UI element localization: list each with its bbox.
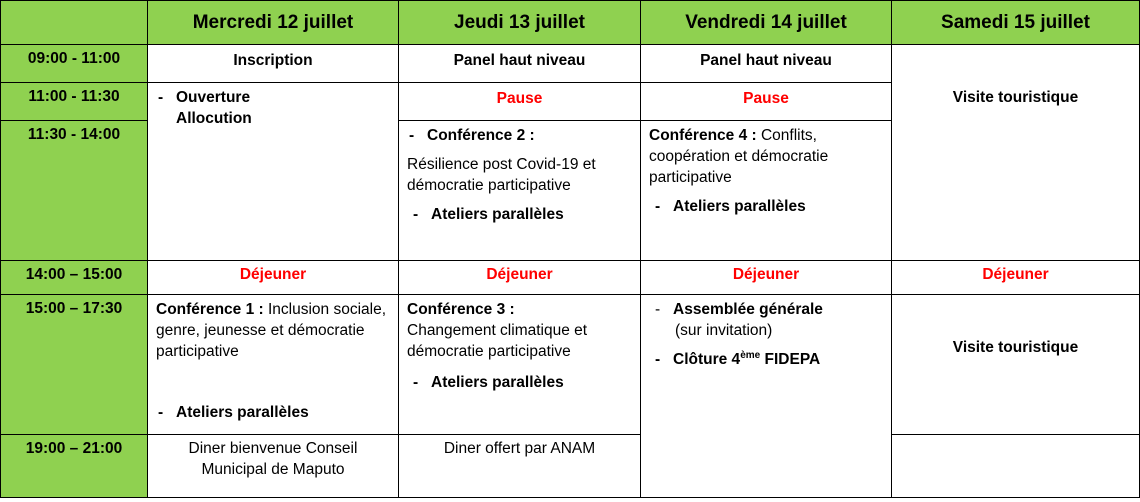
tour-label: Visite touristique	[952, 89, 1079, 106]
wed-opening	[147, 82, 399, 261]
thu-lunch	[398, 260, 641, 295]
list-item: - Clôture 4ème FIDEPA	[655, 350, 821, 368]
conference-1-title: Conférence 1 :	[156, 301, 264, 318]
header-thursday: Jeudi 13 juillet	[398, 0, 641, 45]
time-slot: 14:00 – 15:00	[0, 260, 148, 295]
tour-label: Visite touristique	[952, 338, 1079, 356]
time-slot: 19:00 – 21:00	[0, 434, 148, 498]
conference-4-title: Conférence 4 :	[649, 127, 757, 144]
conference-3-description: Changement climatique et démocratie participative	[407, 322, 588, 360]
list-item: - Ateliers parallèles	[655, 198, 806, 215]
panel-label: Panel haut niveau	[700, 52, 832, 69]
inscription-label: Inscription	[233, 52, 313, 69]
dinner-label: Diner offert par ANAM	[443, 440, 596, 457]
lunch-label: Déjeuner	[486, 266, 553, 283]
assembly-label: Assemblée générale	[673, 301, 823, 318]
wed-inscription	[147, 44, 399, 83]
lunch-label: Déjeuner	[982, 266, 1049, 283]
time-slot: 09:00 - 11:00	[0, 44, 148, 83]
wed-dinner	[147, 434, 399, 498]
header-saturday: Samedi 15 juillet	[891, 0, 1140, 45]
list-item: - Ouverture	[158, 89, 251, 106]
invitation-note: (sur invitation)	[675, 322, 773, 339]
closing-text: Clôture 4	[673, 351, 741, 368]
sat-lunch	[891, 260, 1140, 295]
conference-2-description: Résilience post Covid-19 et démocratie participative	[407, 156, 596, 194]
lunch-label: Déjeuner	[239, 266, 307, 283]
conference-2-title: Conférence 2 :	[427, 127, 535, 144]
ateliers-label: Ateliers parallèles	[176, 404, 309, 421]
ouverture-label: Ouverture	[176, 89, 251, 106]
allocution-label: Allocution	[176, 110, 252, 127]
thu-panel	[398, 44, 641, 83]
pause-label: Pause	[496, 90, 543, 107]
sat-tour-morning	[891, 44, 1140, 261]
header-friday: Vendredi 14 juillet	[640, 0, 892, 45]
dinner-label: Diner bienvenue Conseil Municipal de Maputo	[188, 440, 358, 478]
ateliers-label: Ateliers parallèles	[431, 374, 564, 391]
thu-pause	[398, 82, 641, 121]
conference-1-description: Inclusion sociale, genre, jeunesse et démocratie participative	[156, 301, 387, 360]
header-corner	[0, 0, 148, 45]
thu-conference-2	[398, 120, 641, 261]
closing-label	[673, 349, 820, 370]
header-wednesday: Mercredi 12 juillet	[147, 0, 399, 45]
list-item	[156, 108, 390, 129]
list-item: - Assemblée générale	[655, 301, 823, 318]
wed-conference-1	[147, 294, 399, 435]
panel-label: Panel haut niveau	[453, 52, 586, 69]
ateliers-label: Ateliers parallèles	[673, 198, 806, 215]
closing-event: FIDEPA	[760, 351, 821, 368]
fri-assembly	[640, 294, 892, 498]
list-item: - Conférence 2 :	[409, 127, 535, 144]
time-slot: 11:00 - 11:30	[0, 82, 148, 121]
conference-4-text	[649, 125, 883, 188]
time-slot: 11:30 - 14:00	[0, 120, 148, 261]
conference-3-title: Conférence 3 :	[407, 301, 515, 318]
lunch-label: Déjeuner	[732, 266, 800, 283]
sat-evening-empty	[891, 434, 1140, 498]
list-item: - Ateliers parallèles	[413, 374, 564, 391]
closing-superscript: ème	[740, 350, 761, 361]
conference-1-text	[156, 299, 390, 362]
wed-lunch	[147, 260, 399, 295]
thu-conference-3	[398, 294, 641, 435]
fri-lunch	[640, 260, 892, 295]
sat-tour-afternoon	[891, 294, 1140, 435]
time-slot: 15:00 – 17:30	[0, 294, 148, 435]
thu-dinner	[398, 434, 641, 498]
list-item: - Ateliers parallèles	[413, 206, 564, 223]
ateliers-label: Ateliers parallèles	[431, 206, 564, 223]
fri-panel	[640, 44, 892, 83]
pause-label: Pause	[743, 90, 789, 107]
list-item: - Ateliers parallèles	[158, 404, 309, 421]
fri-pause	[640, 82, 892, 121]
fri-conference-4	[640, 120, 892, 261]
conference-4-description: Conflits, coopération et démocratie participative	[649, 127, 829, 186]
